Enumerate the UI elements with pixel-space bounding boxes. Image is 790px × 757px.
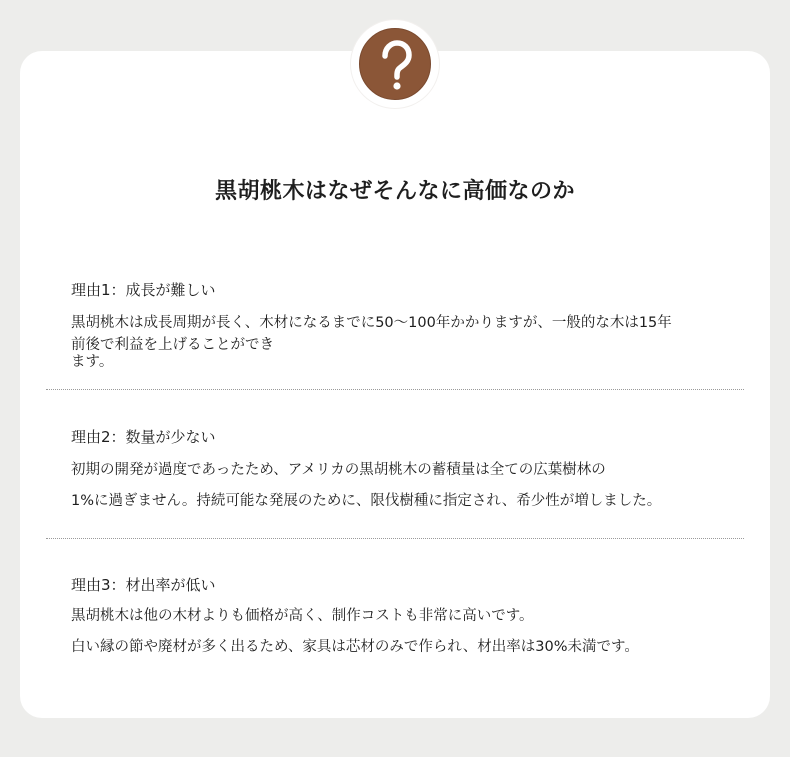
section-3-line-2: 白い縁の節や廃材が多く出るため、家具は芯材のみで作られ、材出率は30%未満です。 [71,639,639,655]
question-mark-icon [359,28,431,100]
section-2-line-1: 初期の開発が過度であったため、アメリカの黒胡桃木の蓄積量は全ての広葉樹林の [71,462,606,478]
section-3-line-1: 黒胡桃木は他の木材よりも価格が高く、制作コストも非常に高いです。 [71,608,534,624]
section-2-line-2: 1%に過ぎません。持続可能な発展のために、限伐樹種に指定され、希少性が増しました。 [71,493,662,509]
section-1-line-3: ます。 [71,354,114,370]
section-heading-1: 理由1：成長が難しい [71,281,216,299]
divider-2 [46,538,744,539]
question-badge [351,20,439,108]
section-heading-3: 理由3：材出率が低い [71,576,216,594]
section-1-line-1: 黒胡桃木は成長周期が長く、木材になるまでに50〜100年かかりますが、一般的な木は15年 [71,315,672,331]
divider-1 [46,389,744,390]
section-1-line-2: 前後で利益を上げることができ [71,337,274,353]
section-heading-2: 理由2：数量が少ない [71,428,216,446]
page-title: 黒胡桃木はなぜそんなに高価なのか [214,179,575,204]
